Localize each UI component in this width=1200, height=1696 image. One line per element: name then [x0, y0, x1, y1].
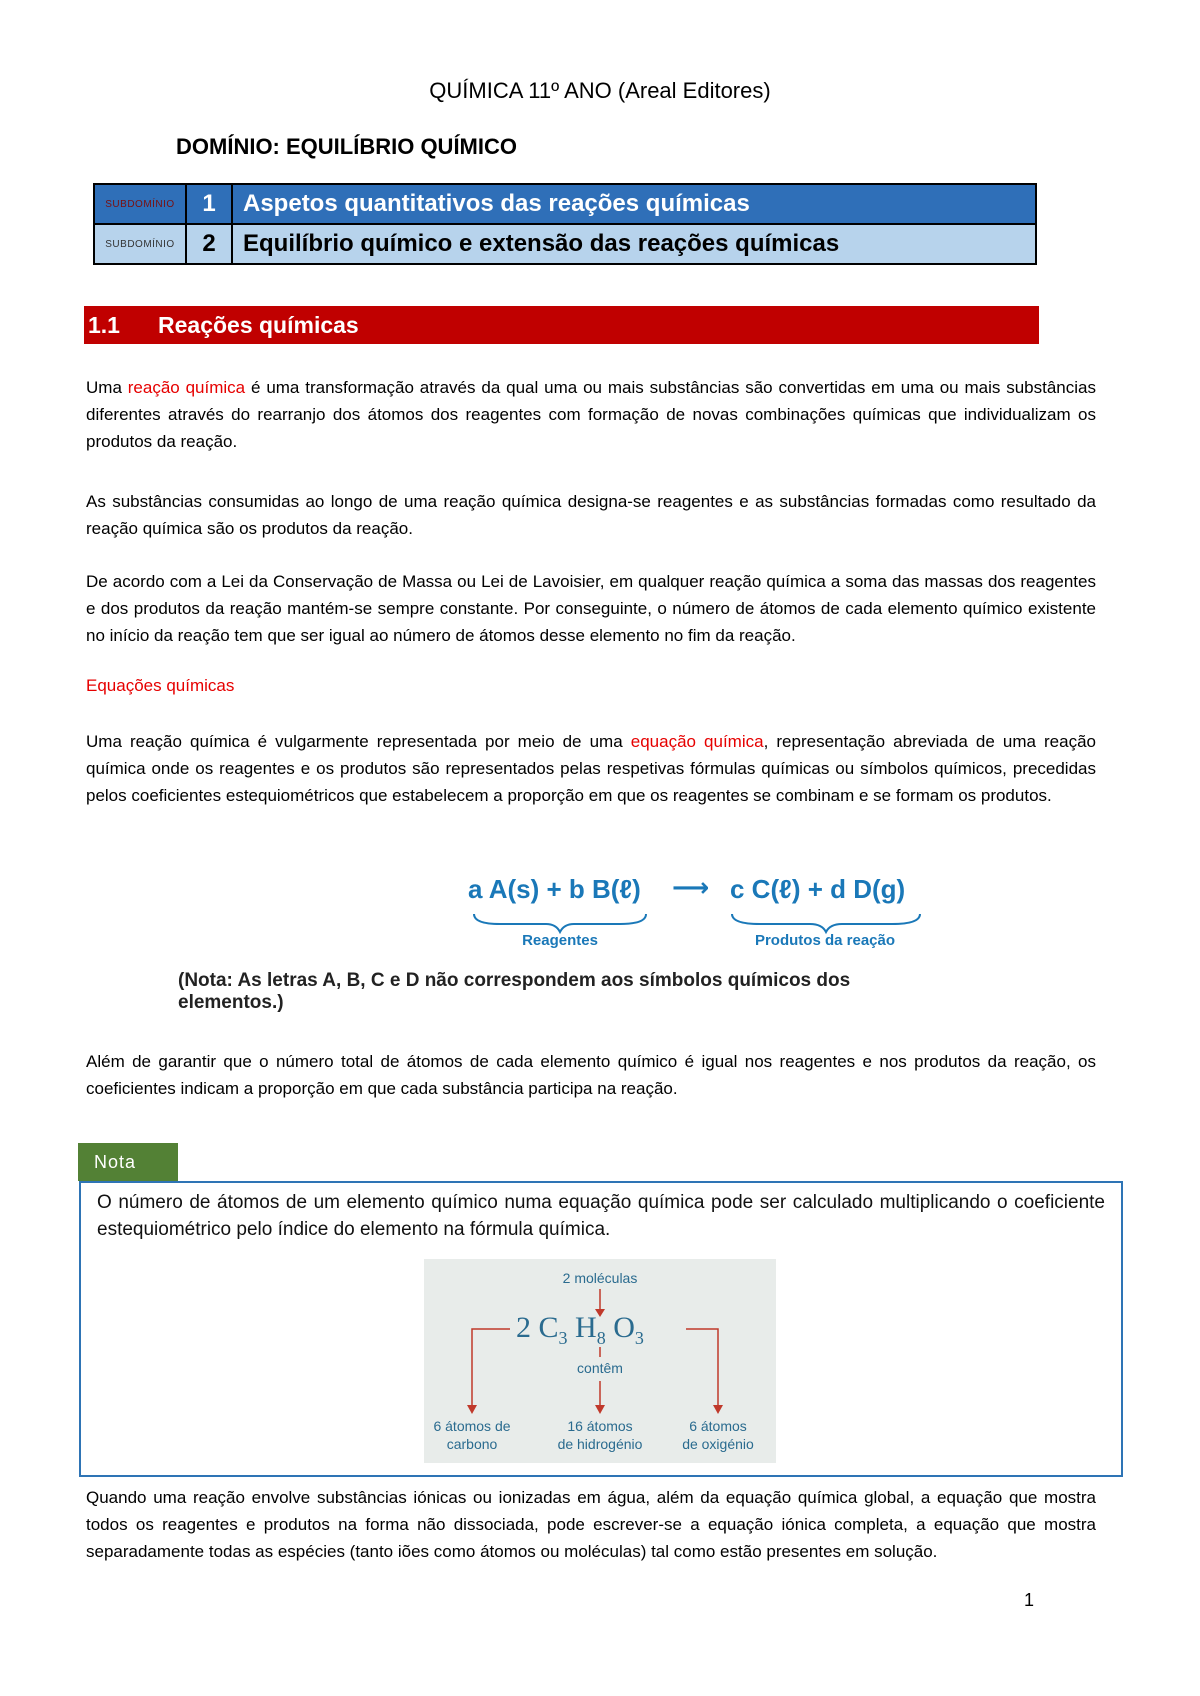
- subdomain-title: Equilíbrio químico e extensão das reações químicas: [232, 224, 1036, 264]
- oxygen-atoms-label: [668, 1417, 768, 1453]
- reactants-label: Reagentes: [522, 932, 598, 949]
- section-title: Reações químicas: [158, 312, 359, 338]
- section-number: 1.1: [88, 312, 120, 338]
- subdomain-number: 2: [186, 224, 232, 264]
- highlighted-term: equação química: [630, 732, 764, 751]
- label-line: 6 átomos: [689, 1418, 747, 1434]
- formula-coefficient: 2: [516, 1311, 531, 1344]
- right-arrow-line: [686, 1329, 718, 1407]
- text-run: é uma transformação através da qual uma ou mais substâncias são convertidas em uma ou mais substâncias diferentes através do rearranjo dos átomos dos reagentes com formação de novas combinações químicas que individualizam os produtos da reação.: [86, 378, 1096, 451]
- paragraph-equation: [86, 728, 1096, 809]
- contains-label: contêm: [577, 1360, 623, 1376]
- formula-hydrogen-index: 8: [596, 1328, 606, 1348]
- domain-title: DOMÍNIO: EQUILÍBRIO QUÍMICO: [176, 134, 517, 159]
- right-arrow-head: [713, 1405, 723, 1414]
- products-expression: c C(ℓ) + d D(g): [730, 874, 906, 904]
- carbon-atoms-label: [424, 1417, 520, 1453]
- left-arrow-head: [467, 1405, 477, 1414]
- paragraph-ionic: Quando uma reação envolve substâncias iónicas ou ionizadas em água, além da equação química global, a equação que mostra todos os reagentes e produtos na forma não dissociada, pode escrever-se a equação iónica completa, a equação que mostra separadamente todas as espécies (tanto iões como átomos ou moléculas) tal como estão presentes em solução.: [86, 1488, 1096, 1561]
- molecule-figure: [424, 1259, 776, 1463]
- highlighted-term: reação química: [127, 378, 246, 397]
- subheading-equations: Equações químicas: [86, 676, 235, 695]
- reactants-brace: [474, 914, 646, 932]
- formula-carbon-index: 3: [558, 1328, 568, 1348]
- equation-note: (Nota: As letras A, B, C e D não correspondem aos símbolos químicos dos elementos.): [178, 970, 851, 1013]
- paragraph-coefficients: Além de garantir que o número total de átomos de cada elemento químico é igual nos reagentes e nos produtos da reação, os coeficientes indicam a proporção em que cada substância participa na reação.: [86, 1052, 1096, 1098]
- nota-tab-label: Nota: [94, 1152, 137, 1172]
- formula-oxygen: O: [613, 1311, 635, 1344]
- subdomain-label: SUBDOMÍNIO: [94, 224, 186, 264]
- paragraph-reagents: As substâncias consumidas ao longo de uma reação química designa-se reagentes e as substâncias formadas como resultado da reação química são os produtos da reação.: [86, 492, 1096, 538]
- document-title: QUÍMICA 11º ANO (Areal Editores): [429, 78, 771, 103]
- reaction-arrow: ⟶: [672, 872, 710, 902]
- subdomain-row: [94, 224, 1036, 264]
- paragraph-definition: [86, 374, 1096, 455]
- subdomain-title: Aspetos quantitativos das reações químicas: [232, 184, 1036, 224]
- nota-box: [79, 1181, 1123, 1477]
- products-label: Produtos da reação: [754, 932, 896, 949]
- hydrogen-atoms-label: [540, 1417, 660, 1453]
- subdomain-table: [93, 183, 1037, 265]
- label-line: de hidrogénio: [557, 1436, 643, 1452]
- label-line: 16 átomos: [567, 1418, 633, 1434]
- formula-hydrogen: H: [575, 1311, 597, 1344]
- section-heading-bar: [84, 306, 1039, 344]
- text-run: Uma reação química é vulgarmente representada por meio de uma: [86, 732, 631, 751]
- page-number: 1: [1024, 1590, 1035, 1610]
- label-line: 6 átomos de: [433, 1418, 511, 1434]
- text-run: , representação abreviada de uma reação química onde os reagentes e os produtos são representados pelas respetivas fórmulas químicas ou símbolos químicos, precedidas pelos coeficientes estequiométricos que estabelecem a proporção em que os reagentes se combinam e se formam os produtos.: [86, 732, 1096, 805]
- text-run: Uma: [86, 378, 128, 397]
- formula-carbon: C: [538, 1311, 559, 1344]
- top-arrow-head: [595, 1309, 605, 1317]
- left-arrow-line: [472, 1329, 510, 1407]
- equation-figure: [170, 870, 950, 1013]
- formula-oxygen-index: 3: [634, 1328, 644, 1348]
- subdomain-number: 1: [186, 184, 232, 224]
- center-arrow-head: [595, 1405, 605, 1414]
- nota-text: O número de átomos de um elemento químico numa equação química pode ser calculado multiplicando o coeficiente estequiométrico pelo índice do elemento na fórmula química.: [97, 1192, 1105, 1240]
- molecules-label: 2 moléculas: [562, 1270, 638, 1286]
- subdomain-row: [94, 184, 1036, 224]
- subdomain-label: SUBDOMÍNIO: [94, 184, 186, 224]
- reactants-expression: a A(s) + b B(ℓ): [468, 874, 641, 904]
- paragraph-lavoisier: De acordo com a Lei da Conservação de Massa ou Lei de Lavoisier, em qualquer reação química a soma das massas dos reagentes e dos produtos da reação mantém-se sempre constante. Por conseguinte, o número de átomos de cada elemento químico existente no início da reação tem que ser igual ao número de átomos desse elemento no fim da reação.: [86, 572, 1096, 645]
- nota-tab: [78, 1143, 178, 1181]
- label-line: carbono: [446, 1436, 498, 1452]
- label-line: de oxigénio: [682, 1436, 754, 1452]
- products-brace: [732, 914, 920, 932]
